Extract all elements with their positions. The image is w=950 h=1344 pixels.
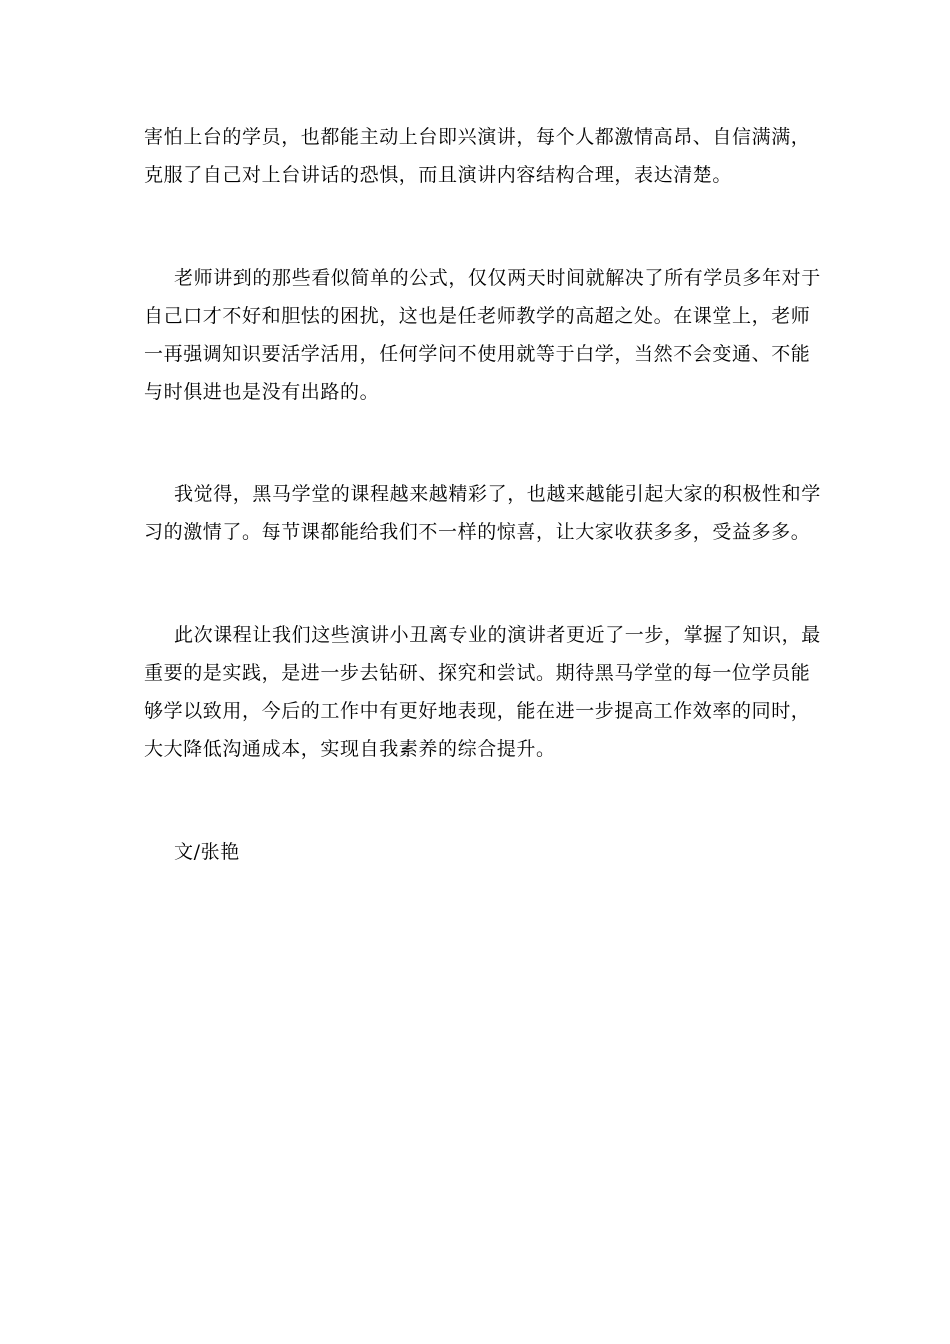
paragraph-1-line-1: 害怕上台的学员，也都能主动上台即兴演讲，每个人都激情高昂、自信满满， <box>144 126 811 148</box>
paragraph-4-line-4: 大大降低沟通成本，实现自我素养的综合提升。 <box>144 738 556 760</box>
paragraph-2-line-2: 自己口才不好和胆怯的困扰，这也是任老师教学的高超之处。在课堂上，老师 <box>144 305 811 327</box>
paragraph-4-line-3: 够学以致用，今后的工作中有更好地表现，能在进一步提高工作效率的同时， <box>144 700 811 722</box>
paragraph-4-line-2: 重要的是实践，是进一步去钻研、探究和尝试。期待黑马学堂的每一位学员能 <box>144 662 811 684</box>
author-signature: 文/张艳 <box>174 841 240 863</box>
paragraph-2-line-3: 一再强调知识要活学活用，任何学问不使用就等于白学，当然不会变通、不能 <box>144 343 811 365</box>
paragraph-2-line-4: 与时俱进也是没有出路的。 <box>144 381 380 403</box>
paragraph-3-line-1: 我觉得，黑马学堂的课程越来越精彩了，也越来越能引起大家的积极性和学 <box>174 483 821 505</box>
paragraph-1-line-2: 克服了自己对上台讲话的恐惧，而且演讲内容结构合理，表达清楚。 <box>144 164 733 186</box>
paragraph-4-line-1: 此次课程让我们这些演讲小丑离专业的演讲者更近了一步，掌握了知识，最 <box>174 624 821 646</box>
paragraph-2-line-1: 老师讲到的那些看似简单的公式，仅仅两天时间就解决了所有学员多年对于 <box>174 267 821 289</box>
paragraph-3-line-2: 习的激情了。每节课都能给我们不一样的惊喜，让大家收获多多，受益多多。 <box>144 521 811 543</box>
